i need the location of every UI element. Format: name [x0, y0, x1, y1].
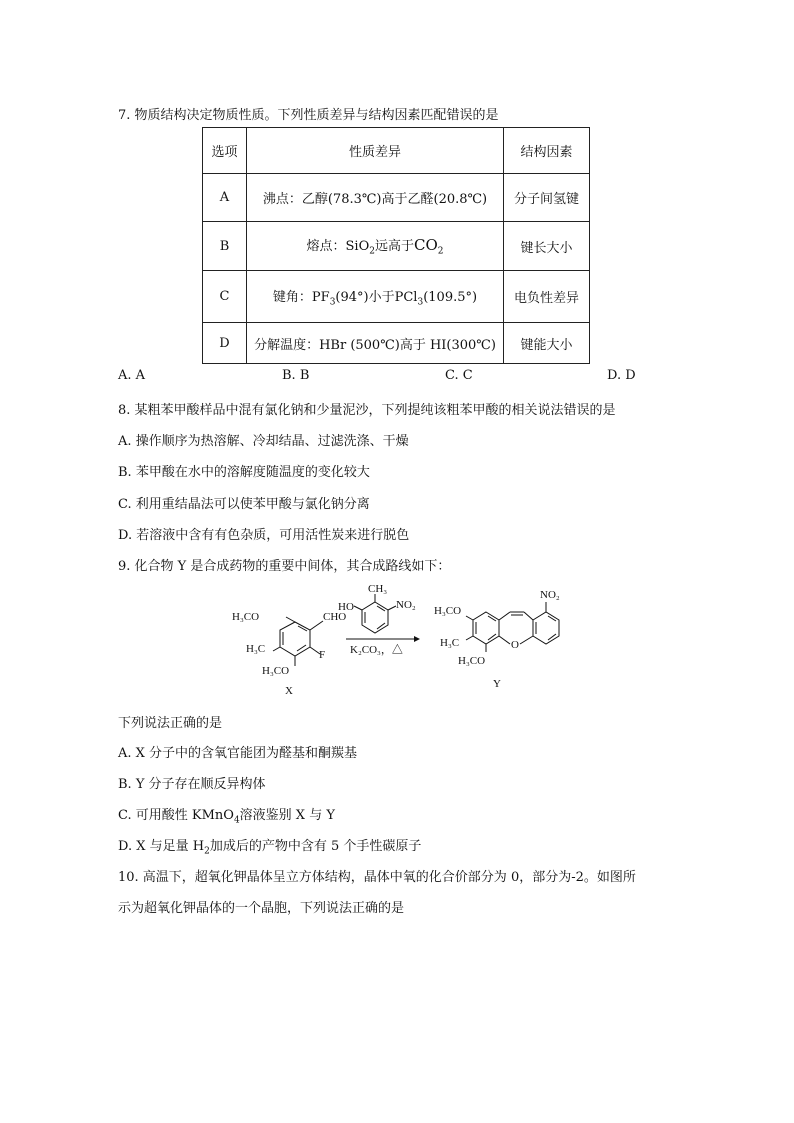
row-b-prop-part: CO	[413, 236, 438, 255]
x-cho: CHO	[323, 611, 347, 623]
row-b-property	[247, 222, 504, 271]
row-c-factor: 电负性差异	[504, 271, 590, 323]
reagent-ring	[354, 594, 396, 633]
q9-option-a: A. X 分子中的含氧官能团为醛基和酮羰基	[118, 746, 358, 761]
x-label: X	[285, 685, 293, 696]
table-row	[203, 174, 590, 222]
y-och3-top: H₃CO	[434, 605, 462, 617]
row-d-option: D	[203, 323, 247, 364]
q10-stem-line2: 示为超氧化钾晶体的一个晶胞，下列说法正确的是	[118, 901, 405, 916]
table-row	[203, 222, 590, 271]
q9-option-c-part: C. 可用酸性 KMnO	[118, 808, 234, 823]
reagent-ch3: CH₃	[368, 584, 388, 595]
reagent-conditions: K₂CO₃，△	[350, 644, 403, 656]
row-b-factor: 键长大小	[504, 222, 590, 271]
reagent-no2: NO₂	[396, 599, 416, 611]
q9-option-d-sub: 2	[204, 846, 210, 857]
q7-option-c: C. C	[445, 368, 473, 383]
row-a-option: A	[203, 174, 247, 222]
row-c-sub: 3	[417, 297, 424, 308]
row-c-sub: 3	[329, 297, 336, 308]
arrow-head	[414, 636, 420, 642]
q7-option-a: A. A	[118, 368, 146, 383]
q7-option-d: D. D	[607, 368, 636, 383]
row-c-prop-part: (94°)小于	[335, 289, 395, 305]
synthesis-scheme	[228, 584, 578, 696]
q8-option-b: B. 苯甲酸在水中的溶解度随温度的变化较大	[118, 465, 370, 480]
table-row	[203, 271, 590, 323]
x-ch3: H₃C	[246, 643, 266, 655]
q9-sub-stem: 下列说法正确的是	[118, 716, 223, 731]
row-c-prop-part: (109.5°)	[423, 289, 478, 305]
row-b-prop-part: 熔点：SiO	[306, 239, 370, 255]
y-ch3: H₃C	[440, 637, 460, 649]
header-option: 选项	[203, 128, 247, 174]
q8-option-c: C. 利用重结晶法可以使苯甲酸与氯化钠分离	[118, 497, 370, 512]
q8-option-d: D. 若溶液中含有有色杂质，可用活性炭来进行脱色	[118, 528, 410, 543]
table-header-row	[203, 128, 590, 174]
row-c-prop-part: PCl	[394, 289, 418, 305]
row-a-property: 沸点：乙醇(78.3℃)高于乙醛(20.8℃)	[247, 174, 504, 222]
y-oxygen: O	[511, 639, 519, 651]
q9-option-d-part: D. X 与足量 H	[118, 839, 205, 854]
q9-option-b: B. Y 分子存在顺反异构体	[118, 777, 266, 792]
q9-option-d	[118, 835, 421, 857]
q8-option-a: A. 操作顺序为热溶解、冷却结晶、过滤洗涤、干燥	[118, 434, 409, 449]
x-ring	[273, 617, 326, 666]
q7-stem: 7. 物质结构决定物质性质。下列性质差异与结构因素匹配错误的是	[118, 108, 499, 123]
x-och3-bottom: H₃CO	[262, 665, 290, 677]
q7-option-b: B. B	[282, 368, 310, 383]
y-och3-bottom: H₃CO	[458, 655, 486, 667]
y-label: Y	[493, 678, 501, 690]
reagent-ho: HO	[338, 601, 354, 613]
q9-option-d-part: 加成后的产物中含有 5 个手性碳原子	[209, 839, 422, 854]
row-c-option: C	[203, 271, 247, 323]
q9-stem: 9. 化合物 Y 是合成药物的重要中间体，其合成路线如下：	[118, 559, 451, 574]
row-d-property: 分解温度：HBr (500℃)高于 HI(300℃)	[247, 323, 504, 364]
x-fluorine: F	[319, 649, 326, 661]
header-factor: 结构因素	[504, 128, 590, 174]
row-b-sub: 2	[437, 246, 444, 257]
row-b-option: B	[203, 222, 247, 271]
row-c-prop-part: 键角：PF	[272, 289, 330, 305]
row-b-prop-part: 远高于	[374, 239, 414, 255]
x-och3-top: H₃CO	[232, 611, 260, 623]
q8-stem: 8. 某粗苯甲酸样品中混有氯化钠和少量泥沙，下列提纯该粗苯甲酸的相关说法错误的是	[118, 403, 616, 418]
q9-option-c-sub: 4	[233, 815, 240, 826]
row-b-sub: 2	[369, 246, 375, 257]
row-c-property	[247, 271, 504, 323]
q9-option-c-part: 溶液鉴别 X 与 Y	[239, 808, 335, 823]
y-no2: NO₂	[540, 589, 560, 601]
q9-option-c	[118, 804, 335, 826]
q7-table	[202, 127, 590, 364]
row-a-factor: 分子间氢键	[504, 174, 590, 222]
row-d-factor: 键能大小	[504, 323, 590, 364]
table-row	[203, 323, 590, 364]
q10-stem-line1: 10. 高温下，超氧化钾晶体呈立方体结构，晶体中氧的化合价部分为 0，部分为-2。如图所	[118, 870, 636, 885]
header-property: 性质差异	[247, 128, 504, 174]
